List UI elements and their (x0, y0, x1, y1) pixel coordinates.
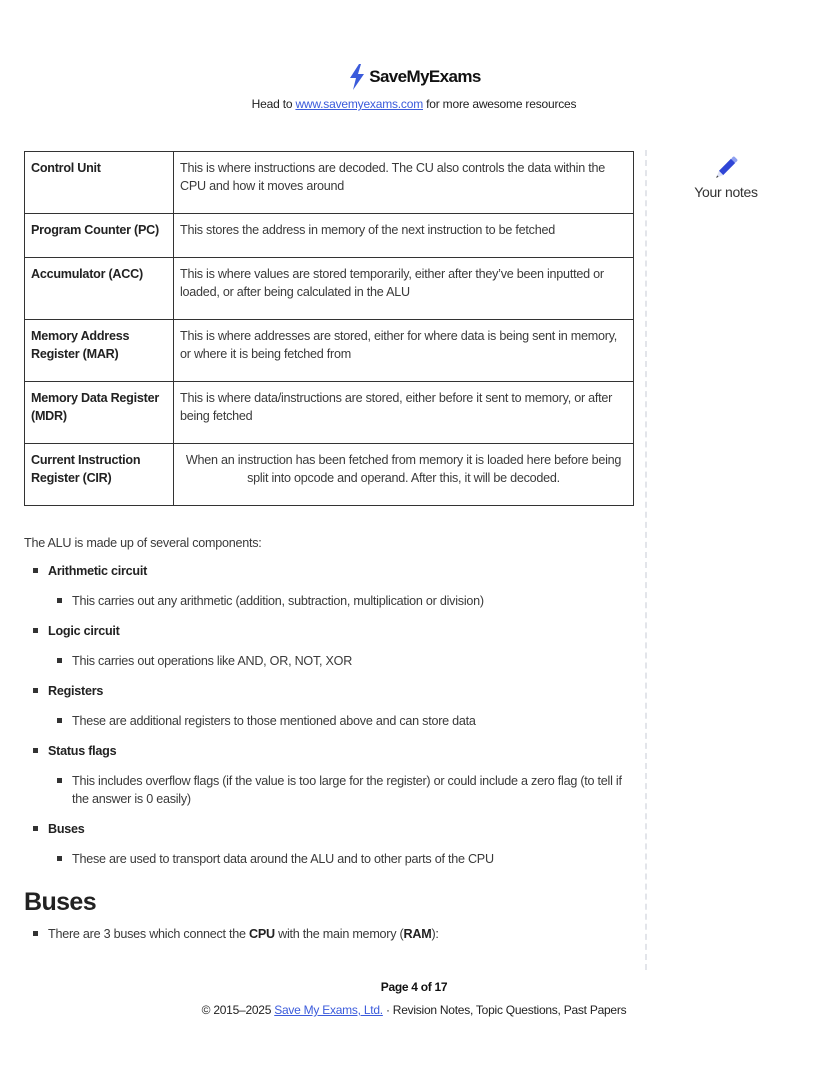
bullet-text: ): (431, 927, 439, 941)
copyright-suffix: · Revision Notes, Topic Questions, Past Papers (382, 1003, 627, 1017)
table-row (25, 152, 634, 214)
bold-term: CPU (249, 927, 275, 941)
component-title: Status flags (48, 744, 117, 758)
copyright-prefix: © 2015–2025 (201, 1003, 275, 1017)
component-detail: This carries out operations like AND, OR, NOT, XOR (48, 652, 634, 670)
alu-component-list (24, 562, 634, 868)
register-definition: This is where values are stored temporarily, either after they’ve been inputted or loaded, or after being calculated in the ALU (174, 258, 634, 320)
company-link[interactable]: Save My Exams, Ltd. (274, 1003, 383, 1017)
table-row (25, 382, 634, 444)
list-item (24, 682, 634, 730)
component-detail: This includes overflow flags (if the value is too large for the register) or could include a zero flag (to tell if the answer is 0 easily) (48, 772, 634, 808)
page-number: Page 4 of 17 (380, 980, 448, 994)
alu-intro: The ALU is made up of several components: (24, 536, 262, 550)
register-term: Accumulator (ACC) (25, 258, 174, 320)
table-row (25, 320, 634, 382)
website-link[interactable]: www.savemyexams.com (295, 97, 423, 111)
table-row (25, 258, 634, 320)
alu-components (24, 536, 634, 880)
list-item (24, 622, 634, 670)
register-term: Memory Address Register (MAR) (25, 320, 174, 382)
list-item (24, 820, 634, 868)
lightning-bolt-icon (347, 64, 367, 90)
component-detail: These are used to transport data around the ALU and to other parts of the CPU (48, 850, 634, 868)
component-title: Buses (48, 822, 85, 836)
register-term: Control Unit (25, 152, 174, 214)
buses-section (24, 885, 634, 943)
bullet-text: There are 3 buses which connect the (48, 927, 250, 941)
list-item (24, 742, 634, 808)
bullet-text: with the main memory ( (274, 927, 404, 941)
tagline-prefix: Head to (251, 97, 296, 111)
page-header (0, 64, 828, 111)
component-detail: This carries out any arithmetic (addition, subtraction, multiplication or division) (48, 592, 634, 610)
table-row (25, 444, 634, 506)
component-title: Arithmetic circuit (48, 564, 148, 578)
bold-term: RAM (403, 927, 432, 941)
register-term: Memory Data Register (MDR) (25, 382, 174, 444)
brand-name: SaveMyExams (369, 67, 481, 86)
tagline (0, 97, 828, 111)
register-definition: This is where data/instructions are stored, either before it sent to memory, or after being fetched (174, 382, 634, 444)
tagline-suffix: for more awesome resources (423, 97, 577, 111)
register-definition: When an instruction has been fetched from memory it is loaded here before being split into opcode and operand. After this, it will be decoded. (174, 444, 634, 506)
register-term: Current Instruction Register (CIR) (25, 444, 174, 506)
page-footer (0, 980, 828, 1017)
component-title: Logic circuit (48, 624, 120, 638)
register-term: Program Counter (PC) (25, 214, 174, 258)
component-title: Registers (48, 684, 104, 698)
pencil-icon (711, 153, 741, 183)
list-item (24, 562, 634, 610)
your-notes-label: Your notes (694, 184, 758, 200)
table-row (25, 214, 634, 258)
list-item (24, 925, 634, 943)
cpu-registers-table (24, 151, 634, 506)
register-definition: This is where addresses are stored, either for where data is being sent in memory, or where it is being fetched from (174, 320, 634, 382)
register-definition: This is where instructions are decoded. The CU also controls the data within the CPU and how it moves around (174, 152, 634, 214)
section-heading: Buses (24, 888, 97, 916)
brand-logo[interactable] (347, 64, 481, 90)
register-definition: This stores the address in memory of the next instruction to be fetched (174, 214, 634, 258)
copyright (0, 1003, 828, 1017)
component-detail: These are additional registers to those mentioned above and can store data (48, 712, 634, 730)
your-notes-button[interactable] (686, 153, 766, 200)
notes-divider (645, 150, 647, 970)
